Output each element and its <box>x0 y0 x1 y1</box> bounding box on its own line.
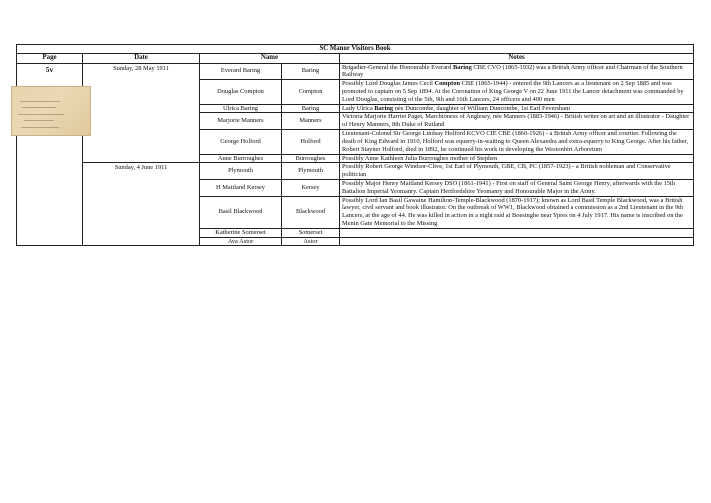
notes-text: Possibly Robert George Windsor-Clive, 1st Earl of Plymouth, GBE, CB, PC (1857-1923) - a British nobleman and Conservative politician <box>342 163 671 179</box>
visitor-notes <box>340 237 694 246</box>
page-column-header: Page <box>17 54 83 63</box>
handwriting-stroke <box>18 114 64 115</box>
date-cell <box>83 63 200 163</box>
visitor-notes <box>340 163 694 180</box>
notes-text: Victoria Marjorie Harriet Paget, Marchioness of Anglesey, née Manners (1883-1946) - British writer on art and an illustrator - Daughter of Henry Manners, 8th Duke of Rutland <box>342 113 690 129</box>
visitor-name: Ava Astor <box>200 237 282 246</box>
visitor-name: H Maitland Kersey <box>200 179 282 196</box>
visitor-name: Plymouth <box>200 163 282 180</box>
notes-text-continued: CBE CVO (1865-1932) was a British Army officer and Chairman of the Southern Railway <box>342 63 683 79</box>
visitor-surname: Baring <box>282 104 340 113</box>
visitor-surname: Somerset <box>282 228 340 237</box>
visitor-name: Douglas Compton <box>200 80 282 104</box>
visitor-notes <box>340 228 694 237</box>
handwriting-stroke <box>24 120 54 121</box>
notes-highlight-surname: Baring <box>452 63 472 71</box>
visitor-surname: Compton <box>282 80 340 104</box>
visitor-notes <box>340 154 694 163</box>
visitor-surname: Baring <box>282 63 340 80</box>
notes-text: Lieutenant-Colonel Sir George Lindsay Holford KCVO CIE CBE (1860-1926) - a British Army officer and courtier. Following the death of King Edward in 1910, Holford was equerry-in-waiting to Queen Alexandra and extra-equerry to King George. After his father, Robert Stayner Holford, died in 1892, he continued his work in developing the Westonbirt Arboretum <box>342 130 689 153</box>
visitor-surname: Astor <box>282 237 340 246</box>
page-number: 5v <box>45 64 54 74</box>
table-row <box>17 63 694 80</box>
notes-text: Lady Ulrica <box>342 104 375 112</box>
visitor-name: Anne Burroughes <box>200 154 282 163</box>
notes-highlight-surname: Compton <box>434 80 461 88</box>
notes-text: Possibly Major Henry Maitland Kersey DSO (1861-1941) - First on staff of General Saint George Henry, afterwards with the 15th Battalion Imperial Yeomanry. Captain Hertfordshire Yeomanry and Honourable Major in the Army. <box>342 179 676 195</box>
notes-highlight-surname: Baring <box>374 104 394 112</box>
page-cell <box>17 63 83 246</box>
handwriting-stroke <box>21 127 59 128</box>
notes-text: Possibly Lord Douglas James Cecil <box>342 80 435 88</box>
table-row <box>17 163 694 180</box>
visitor-surname: Burroughes <box>282 154 340 163</box>
visitor-name: Katherine Somerset <box>200 228 282 237</box>
visitor-name: George Holford <box>200 130 282 154</box>
visit-date: Sunday, 4 June 1911 <box>114 164 168 172</box>
page-scan-thumbnail[interactable] <box>11 86 91 136</box>
visitor-name: Ulrica Baring <box>200 104 282 113</box>
visitor-surname: Plymouth <box>282 163 340 180</box>
visitor-name: Basil Blackwood <box>200 196 282 228</box>
notes-text: Brigadier-General the Honourable Everard <box>342 63 453 71</box>
notes-text-continued: née Duncombe, daughter of William Duncombe, 1st Earl Feversham <box>393 104 571 112</box>
handwriting-stroke <box>22 107 56 108</box>
visitor-name: Everard Baring <box>200 63 282 80</box>
visitor-name: Marjorie Manners <box>200 113 282 130</box>
visitor-notes <box>340 130 694 154</box>
visitor-notes <box>340 63 694 80</box>
document-title: SC Manor Visitors Book <box>17 45 694 54</box>
notes-column-header: Notes <box>340 54 694 63</box>
visitors-book-table <box>16 44 694 246</box>
date-column-header: Date <box>83 54 200 63</box>
visitor-surname: Holford <box>282 130 340 154</box>
date-cell <box>83 163 200 246</box>
visitor-surname: Kersey <box>282 179 340 196</box>
notes-text-continued: CBE (1865-1944) - entered the 9th Lancers as a lieutenant on 2 Sep 1885 and was promoted to captain on 5 Sep 1894. At the Coronation of King George V on 22 June 1911 the Lancer detachment was commanded by Lord Douglas, consisting of the 5th, 9th and 16th Lancers, 24 officers and 400 men <box>342 80 684 103</box>
notes-text: Possibly Lord Ian Basil Gawaine Hamilton-Temple-Blackwood (1870-1917); known as Lord Basil Temple Blackwood, was a British lawyer, civil servant and book illustrator. On the outbreak of WW1, Blackwood obtained a commission as a 2nd Lieutenant in the 9th Lancers, at the age of 44. He was killed in action in a night raid at Boesinghe near Ypres on 4 July 1917. His name is inscribed on the Menin Gate Memorial to the Missing <box>342 196 684 227</box>
name-column-header: Name <box>200 54 340 63</box>
visitor-notes <box>340 179 694 196</box>
visitor-surname: Manners <box>282 113 340 130</box>
handwriting-stroke <box>20 101 60 102</box>
visitor-notes <box>340 80 694 104</box>
visit-date: Sunday, 28 May 1911 <box>113 64 169 72</box>
visitor-notes <box>340 196 694 228</box>
visitor-surname: Blackwood <box>282 196 340 228</box>
visitor-notes <box>340 104 694 113</box>
notes-text: Possibly Anne Kathleen Julia Burroughes mother of Stephen <box>342 154 498 162</box>
visitor-notes <box>340 113 694 130</box>
